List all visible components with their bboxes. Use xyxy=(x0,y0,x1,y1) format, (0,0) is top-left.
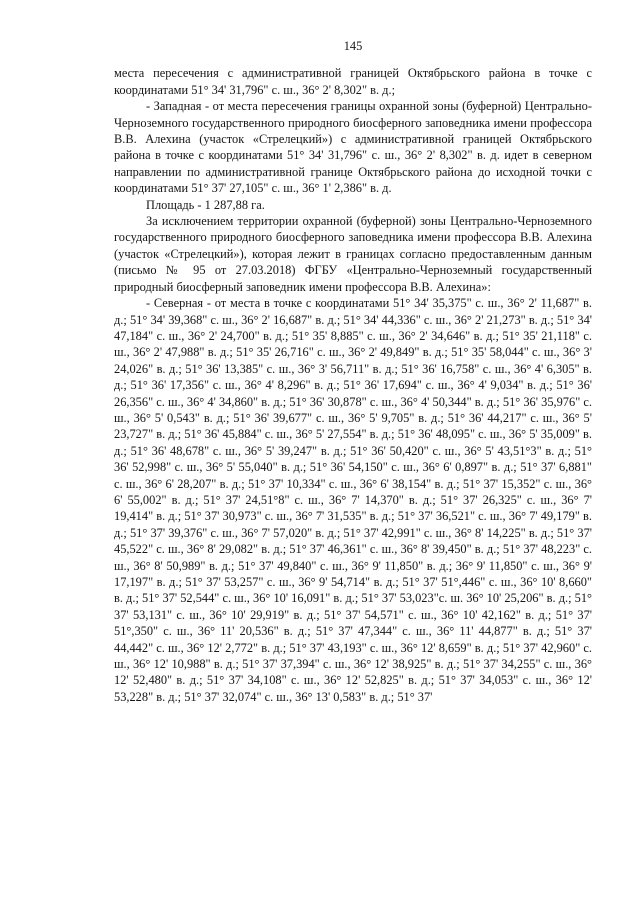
paragraph-northern-boundary: - Северная - от места в точке с координатами 51° 34' 35,375" с. ш., 36° 2' 11,687" в. д.; 51° 34' 39,368" с. ш., 36° 2' 16,687" в. д.; 51° 34' 44,336" с. ш., 36° 2' 21,273" в. д.; 51° 34' 47,184" с. ш., 36° 2' 24,700" в. д.; 51° 35' 8,885" с. ш., 36° 2' 34,646" в. д.; 51° 35' 21,118" с. ш., 36° 2' 47,988" в. д.; 51° 35' 26,716" с. ш., 36° 2' 49,849" в. д.; 51° 35' 58,044" с. ш., 36° 3' 24,026" в. д.; 51° 36' 13,385" с. ш., 36° 3' 56,711" в. д.; 51° 36' 16,758" с. ш., 36° 4' 6,305" в. д.; 51° 36' 17,356" с. ш., 36° 4' 8,296" в. д.; 51° 36' 17,694" с. ш., 36° 4' 9,034" в. д.; 51° 36' 26,356" с. ш., 36° 4' 34,860" в. д.; 51° 36' 30,878" с. ш., 36° 4' 50,344" в. д.; 51° 36' 35,976" с. ш., 36° 5' 0,543" в. д.; 51° 36' 39,677" с. ш., 36° 5' 9,705" в. д.; 51° 36' 44,217" с. ш., 36° 5' 23,727" в. д.; 51° 36' 45,884" с. ш., 36° 5' 27,554" в. д.; 51° 36' 48,095" с. ш., 36° 5' 35,009" в. д.; 51° 36' 48,678" с. ш., 36° 5' 39,247" в. д.; 51° 36' 50,420" с. ш., 36° 5' 43,51°3" в. д.; 51° 36' 52,998" с. ш., 36° 5' 55,040" в. д.; 51° 36' 54,150" с. ш., 36° 6' 0,897" в. д.; 51° 37' 6,881" с. ш., 36° 6' 28,207" в. д.; 51° 37' 10,334" с. ш., 36° 6' 38,154" в. д.; 51° 37' 15,352" с. ш., 36° 6' 55,002" в. д.; 51° 37' 24,51°8" с. ш., 36° 7' 14,370" в. д.; 51° 37' 26,325" с. ш., 36° 7' 19,414" в. д.; 51° 37' 30,973" с. ш., 36° 7' 31,535" в. д.; 51° 37' 36,521" с. ш., 36° 7' 49,179" в. д.; 51° 37' 39,376" с. ш., 36° 7' 57,020" в. д.; 51° 37' 42,991" с. ш., 36° 8' 14,225" в. д.; 51° 37' 45,522" с. ш., 36° 8' 29,082" в. д.; 51° 37' 46,361" с. ш., 36° 8' 39,450" в. д.; 51° 37' 48,223" с. ш., 36° 8' 50,989" в. д.; 51° 37' 49,840" с. ш., 36° 9' 11,850" в. д.; 36° 9' 11,850" с. ш., 36° 9' 17,197" в. д.; 51° 37' 53,257" с. ш., 36° 9' 54,714" в. д.; 51° 37' 51°,446" с. ш., 36° 10' 8,660" в. д.; 51° 37' 52,544" с. ш., 36° 10' 16,091" в. д.; 51° 37' 53,023"с. ш. 36° 10' 25,206" в. д.; 51° 37' 53,131" с. ш., 36° 10' 29,919" в. д.; 51° 37' 54,571" с. ш., 36° 10' 42,162" в. д.; 51° 37' 51°,350" с. ш., 36° 11' 20,536" в. д.; 51° 37' 47,344" с. ш., 36° 11' 44,877" в. д.; 51° 37' 44,442" с. ш., 36° 12' 2,772" в. д.; 51° 37' 43,193" с. ш., 36° 12' 8,659" в. д.; 51° 37' 42,960" с. ш., 36° 12' 10,988" в. д.; 51° 37' 37,394" с. ш., 36° 12' 38,925" в. д.; 51° 37' 34,255" с. ш., 36° 12' 52,480" в. д.; 51° 37' 34,108" с. ш., 36° 12' 52,825" в. д.; 51° 37' 34,053" с. ш., 36° 12' 53,228" в. д.; 51° 37' 32,074" с. ш., 36° 13' 0,583" в. д.; 51° 37' xyxy=(114,296,592,704)
paragraph-western-boundary: - Западная - от места пересечения границы охранной зоны (буферной) Центрально-Черноземного государственного природного биосферного заповедника имени профессора В.В. Алехина (участок «Стрелецкий») с административной границей Октябрьского района в точке с координатами 51° 34' 31,796" с. ш., 36° 2' 8,302" в. д. идет в северном направлении по административной границе Октябрьского района до исходной точки с координатами 51° 37' 27,105" с. ш., 36° 1' 2,386" в. д. xyxy=(114,99,592,196)
page-number: 145 xyxy=(343,39,363,53)
paragraph-area: Площадь - 1 287,88 га. xyxy=(146,197,265,212)
paragraph-exclusion: За исключением территории охранной (буферной) зоны Центрально-Черноземного государственного природного биосферного заповедника имени профессора В.В. Алехина (участок «Стрелецкий»), которая лежит в границах согласно предоставленным данным (письмо № 95 от 27.03.2018) ФГБУ «Центрально-Черноземный государственный природный биосферный заповедник имени профессора В.В. Алехина»: xyxy=(114,214,592,294)
paragraph-continuation: места пересечения с административной границей Октябрьского района в точке с координатами 51° 34' 31,796" с. ш., 36° 2' 8,302" в. д.; xyxy=(114,66,592,97)
